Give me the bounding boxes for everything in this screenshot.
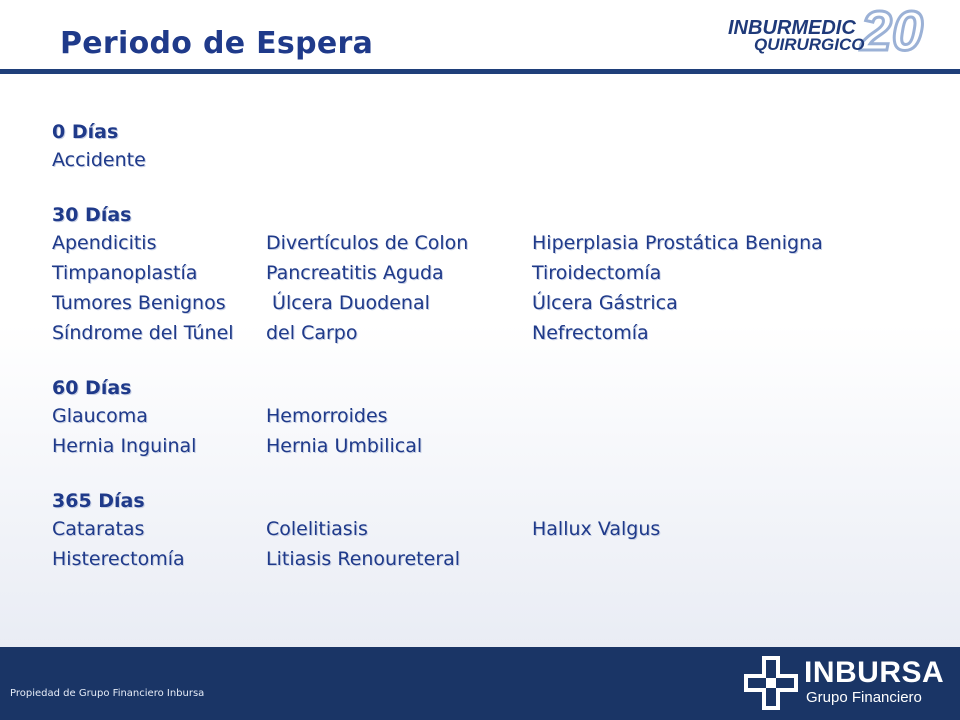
list-item: Hiperplasia Prostática Benigna: [532, 232, 823, 254]
list-item: Tiroidectomía: [532, 262, 662, 284]
logo-number: 20: [860, 6, 923, 62]
list-row: [52, 544, 932, 574]
list-item: Hallux Valgus: [532, 518, 661, 540]
list-item: [532, 401, 912, 431]
list-item: Hemorroides: [266, 405, 388, 427]
list-row: [52, 288, 932, 318]
list-item: Síndrome del Túnel: [52, 322, 234, 344]
list-item: Hernia Umbilical: [266, 435, 423, 457]
list-row: [52, 145, 932, 175]
list-row: [52, 401, 932, 431]
list-item: Úlcera Gástrica: [532, 292, 678, 314]
section-heading: 365 Días: [52, 490, 145, 512]
list-item: Cataratas: [52, 518, 145, 540]
section-365-dias: [52, 488, 932, 574]
list-item: Pancreatitis Aguda: [266, 262, 444, 284]
title-rule: [0, 69, 960, 74]
logo-line2: QUIRURGICO: [754, 35, 865, 54]
list-item: Divertículos de Colon: [266, 232, 469, 254]
list-item: Nefrectomía: [532, 322, 649, 344]
section-30-dias: [52, 202, 932, 348]
footer-ownership-text: Propiedad de Grupo Financiero Inbursa: [10, 688, 205, 699]
list-item: Hernia Inguinal: [52, 435, 197, 457]
list-row: [52, 514, 932, 544]
list-row: [52, 258, 932, 288]
inbursa-brand-subtitle: Grupo Financiero: [806, 689, 922, 706]
list-item: Histerectomía: [52, 548, 185, 570]
list-item: [266, 145, 532, 175]
section-heading: 0 Días: [52, 121, 119, 143]
inbursa-logo: [742, 652, 952, 712]
list-row: [52, 318, 932, 348]
list-row: [52, 228, 932, 258]
list-item: Litiasis Renoureteral: [266, 548, 461, 570]
list-item: Timpanoplastía: [52, 262, 198, 284]
section-heading: 60 Días: [52, 377, 132, 399]
waiting-periods-list: [52, 119, 932, 574]
list-item: [532, 145, 912, 175]
inbursa-brand-name: INBURSA: [804, 656, 945, 689]
section-60-dias: [52, 375, 932, 461]
list-item: del Carpo: [266, 322, 358, 344]
list-item: [532, 544, 912, 574]
inbursa-cross-icon: [742, 654, 800, 712]
list-item: Tumores Benignos: [52, 292, 226, 314]
list-item: Colelitiasis: [266, 518, 368, 540]
section-0-dias: [52, 119, 932, 175]
inburmedic-logo: [718, 6, 943, 62]
list-item: [532, 431, 912, 461]
list-item: Apendicitis: [52, 232, 157, 254]
logo-line1: INBURMEDIC: [728, 17, 856, 39]
slide-title: Periodo de Espera: [60, 26, 374, 61]
list-item: Úlcera Duodenal: [266, 292, 430, 314]
list-row: [52, 431, 932, 461]
list-item: Accidente: [52, 149, 146, 171]
list-item: Glaucoma: [52, 405, 148, 427]
section-heading: 30 Días: [52, 204, 132, 226]
